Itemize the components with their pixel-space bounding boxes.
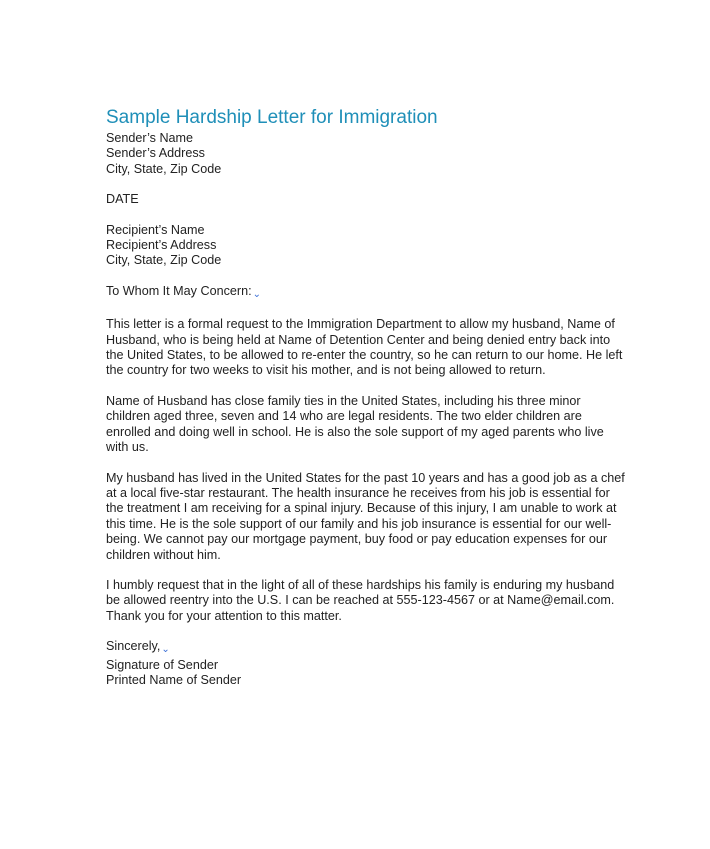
signature: Signature of Sender	[106, 657, 219, 672]
closing-text: Sincerely,	[106, 639, 161, 654]
salutation-block	[106, 284, 626, 302]
recipient-name: Recipient’s Name	[106, 222, 205, 237]
edit-mark-icon: ⌄	[252, 288, 261, 300]
body-paragraph-2: Name of Husband has close family ties in the United States, including his three minor children aged three, seven and 14 who are legal residents. The two elder children are enrolled and doing well in school. He is also the sole support of my aged parents who live with us.	[106, 393, 604, 455]
letter-date: DATE	[106, 192, 139, 207]
recipient-block	[106, 223, 626, 269]
letter-page	[106, 106, 626, 688]
closing-block	[106, 639, 626, 688]
recipient-city-state-zip: City, State, Zip Code	[106, 253, 222, 268]
date-block	[106, 192, 626, 207]
body-paragraph-4: I humbly request that in the light of all of these hardships his family is enduring my husband be allowed reentry into the U.S. I can be reached at 555-123-4567 or at Name@email.com. Thank you for your attention to this matter.	[106, 577, 615, 623]
sender-block	[106, 131, 626, 177]
body-paragraph-3: My husband has lived in the United States for the past 10 years and has a good job as a chef at a local five-star restaurant. The health insurance he receives from his job is essential for the treatment I am receiving for a spinal injury. Because of this injury, I am unable to work at this time. He is the sole support of our family and his job insurance is essential for our well-being. We cannot pay our mortgage payment, buy food or pay education expenses for our children without him.	[106, 470, 625, 562]
body-paragraph-1: This letter is a formal request to the Immigration Department to allow my husband, Name of Husband, who is being held at Name of Detention Center and being denied entry back into the United States, to be allowed to re-enter the country, so he can return to our home. He left the country for two weeks to visit his mother, and is not being allowed to return.	[106, 317, 623, 378]
recipient-address: Recipient’s Address	[106, 238, 217, 253]
sender-city-state-zip: City, State, Zip Code	[106, 161, 222, 176]
closing	[106, 639, 626, 657]
salutation-text: To Whom It May Concern:	[106, 283, 252, 298]
salutation	[106, 284, 626, 302]
sender-address: Sender’s Address	[106, 146, 205, 161]
edit-mark-icon: ⌄	[161, 644, 170, 656]
printed-name: Printed Name of Sender	[106, 672, 242, 687]
letter-title: Sample Hardship Letter for Immigration	[106, 107, 438, 128]
sender-name: Sender’s Name	[106, 131, 194, 145]
